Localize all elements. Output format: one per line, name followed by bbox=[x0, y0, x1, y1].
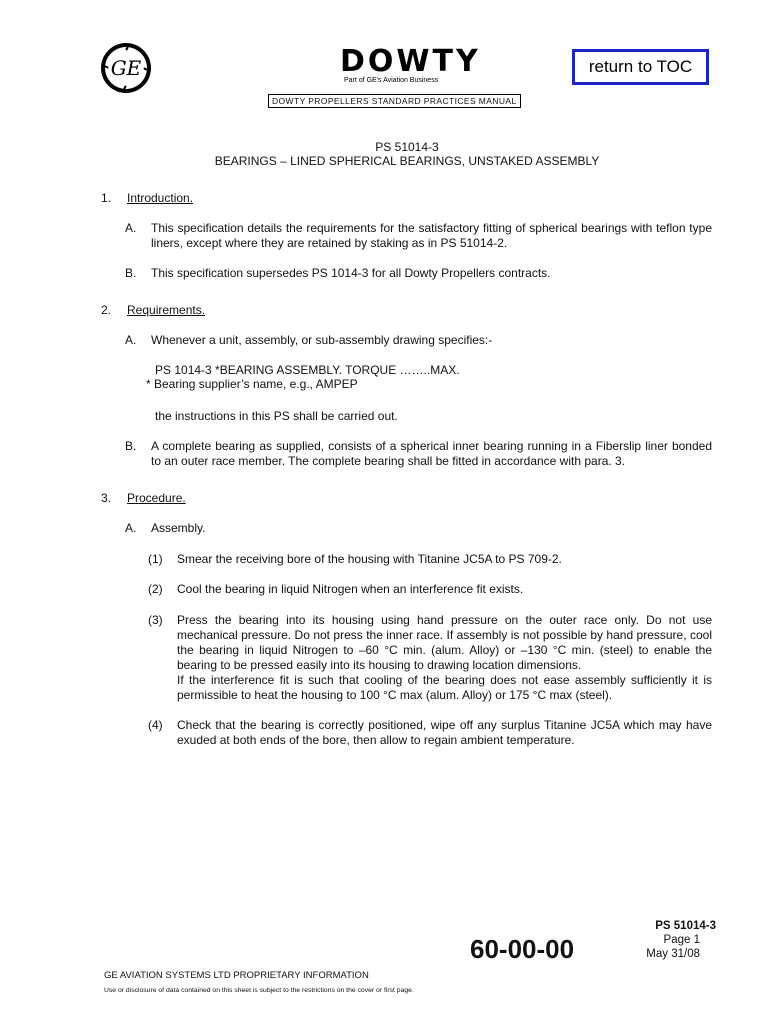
s2-b-text: A complete bearing as supplied, consists of a spherical inner bearing running in a Fiberslip liner bonded to an outer race member. The complete bearing shall be fitted in accordance with para. 3. bbox=[151, 439, 712, 468]
brand-tagline: Part of GE's Aviation Business bbox=[344, 77, 439, 84]
s2-note-line: * Bearing supplier’s name, e.g., AMPEP bbox=[146, 377, 358, 391]
step-3-text: Press the bearing into its housing using hand pressure on the outer race only. Do not use mechanical pressure. Do not press the inner race. If assembly is not possible by hand pressure, cool the bearing in liquid Nitrogen to –60 °C min. (alum. Alloy) or –130 °C min. (steel) to enable the bearing to be pressed easily into its housing to drawing location dimensions. bbox=[177, 613, 712, 672]
step-1-number: (1) bbox=[148, 552, 163, 566]
doc-number: PS 51014-3 bbox=[375, 140, 439, 154]
section-1-heading: Introduction. bbox=[127, 191, 194, 205]
section-2-number: 2. bbox=[101, 303, 112, 317]
s1-a-label: A. bbox=[125, 221, 137, 235]
dowty-brand: DOWTY bbox=[340, 44, 481, 79]
s3-a-text: Assembly. bbox=[151, 521, 206, 535]
s2-b-label: B. bbox=[125, 439, 137, 453]
section-3-heading: Procedure. bbox=[127, 491, 186, 505]
step-2-number: (2) bbox=[148, 582, 163, 596]
footer-doc-number: PS 51014-3 bbox=[655, 920, 716, 932]
step-3-text-continued: If the interference fit is such that cooling of the bearing does not ease assembly sufficiently it is permissible to heat the housing to 100 °C max (alum. Alloy) or 175 °C max (steel). bbox=[177, 673, 712, 702]
s1-b-label: B. bbox=[125, 266, 137, 280]
s2-a-text: Whenever a unit, assembly, or sub-assembly drawing specifies:- bbox=[151, 333, 493, 347]
ge-logo-icon bbox=[100, 42, 152, 94]
step-4-text: Check that the bearing is correctly positioned, wipe off any surplus Titanine JC5A which may have exuded at both ends of the bore, then allow to regain ambient temperature. bbox=[177, 718, 712, 747]
return-to-toc-link[interactable]: return to TOC bbox=[572, 49, 709, 85]
step-1-text: Smear the receiving bore of the housing with Titanine JC5A to PS 709-2. bbox=[177, 552, 562, 566]
footer-chapter: 60-00-00 bbox=[470, 934, 575, 964]
section-1-number: 1. bbox=[101, 191, 112, 205]
step-3-number: (3) bbox=[148, 613, 163, 627]
ge-logo-text: GE bbox=[110, 56, 142, 80]
doc-subject: BEARINGS – LINED SPHERICAL BEARINGS, UNSTAKED ASSEMBLY bbox=[214, 154, 600, 168]
step-4-number: (4) bbox=[148, 718, 163, 732]
s2-instruction-line: the instructions in this PS shall be carried out. bbox=[155, 409, 398, 423]
s1-b-text: This specification supersedes PS 1014-3 for all Dowty Propellers contracts. bbox=[151, 266, 551, 280]
manual-title: DOWTY PROPELLERS STANDARD PRACTICES MANUAL bbox=[268, 94, 521, 108]
footer-page: Page 1 bbox=[663, 934, 700, 946]
section-2-heading: Requirements. bbox=[127, 303, 206, 317]
ge-logo bbox=[100, 42, 152, 94]
footer-disclaimer: Use or disclosure of data contained on this sheet is subject to the restrictions on the cover or first page. bbox=[104, 987, 414, 994]
s2-a-label: A. bbox=[125, 333, 137, 347]
s2-spec-line: PS 1014-3 *BEARING ASSEMBLY. TORQUE ……..MAX. bbox=[155, 363, 460, 377]
footer-date: May 31/08 bbox=[646, 948, 700, 960]
footer-proprietary: GE AVIATION SYSTEMS LTD PROPRIETARY INFORMATION bbox=[104, 970, 369, 981]
s1-a-text: This specification details the requirements for the satisfactory fitting of spherical bearings with teflon type liners, except where they are retained by staking as in PS 51014-2. bbox=[151, 221, 712, 250]
section-3-number: 3. bbox=[101, 491, 112, 505]
step-2-text: Cool the bearing in liquid Nitrogen when an interference fit exists. bbox=[177, 582, 524, 596]
s3-a-label: A. bbox=[125, 521, 137, 535]
